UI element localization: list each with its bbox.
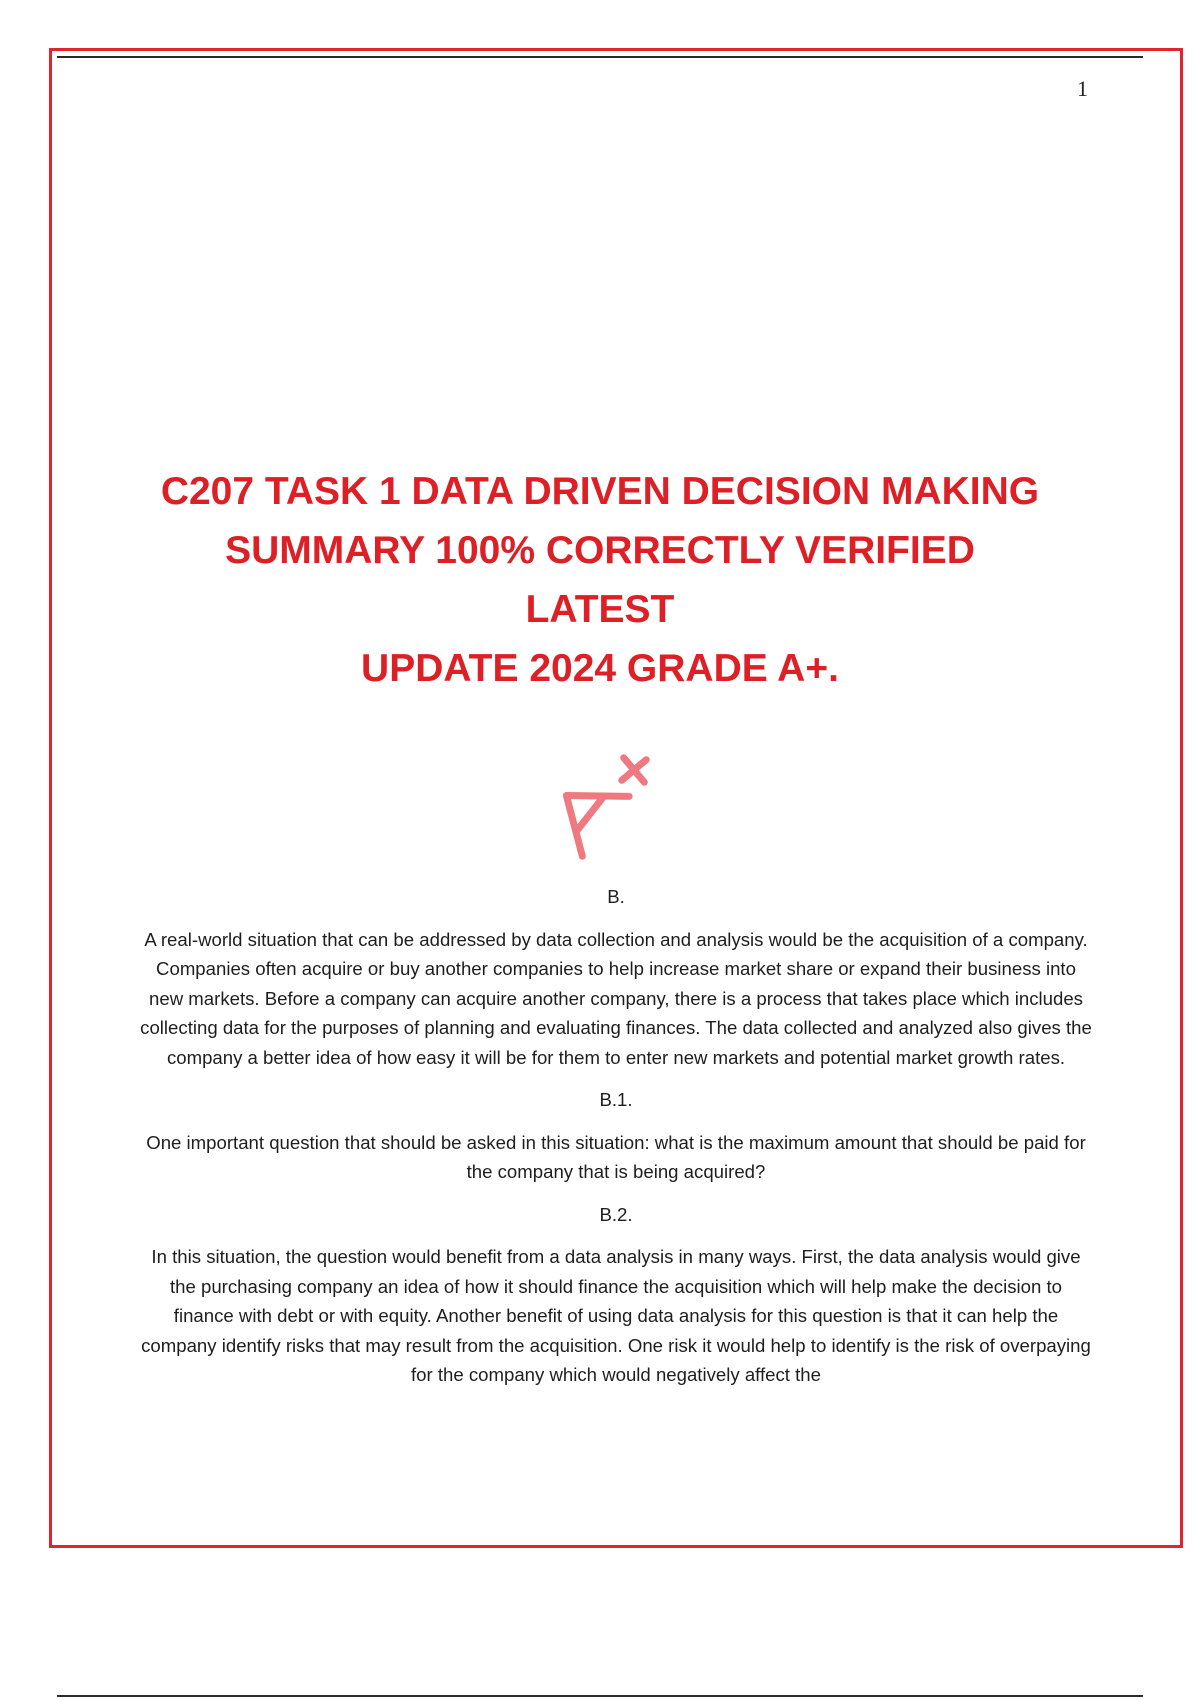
footer-rule [57, 1695, 1143, 1697]
title-line-2: SUMMARY 100% CORRECTLY VERIFIED LATEST [225, 529, 975, 631]
section-label-b2: B.2. [599, 1203, 633, 1225]
title-line-1: C207 TASK 1 DATA DRIVEN DECISION MAKING [160, 470, 1040, 513]
section-paragraph-b1: One important question that should be asked in this situation: what is the maximum amount that should be paid for the company that is being acquired? [146, 1131, 1086, 1182]
document-title [150, 462, 1050, 698]
header-rule [57, 56, 1143, 58]
section-paragraph-b2: In this situation, the question would benefit from a data analysis in many ways. First, the data analysis would give the purchasing company an idea of how it should finance the acquisition which will help make the decision to finance with debt or with equity. Another benefit of using data analysis for this question is that it can help the company identify risks that may result from the acquisition. One risk it would help to identify is the risk of overpaying for the company which would negatively affect the [141, 1246, 1091, 1385]
document-body [140, 882, 1092, 1403]
grade-stamp-icon [548, 742, 668, 862]
page-number: 1 [1077, 76, 1088, 101]
section-paragraph-b: A real-world situation that can be addressed by data collection and analysis would be the acquisition of a company. Companies often acquire or buy another companies to help increase market share or expand their business into new markets. Before a company can acquire another company, there is a process that takes place which includes collecting data for the purposes of planning and evaluating finances. The data collected and analyzed also gives the company a better idea of how easy it will be for them to enter new markets and potential market growth rates. [140, 928, 1092, 1068]
a-plus-stamp-graphic [548, 742, 668, 862]
section-label-b1: B.1. [599, 1089, 633, 1110]
title-line-3: UPDATE 2024 GRADE A+. [361, 647, 839, 690]
section-label-b: B. [607, 886, 625, 907]
